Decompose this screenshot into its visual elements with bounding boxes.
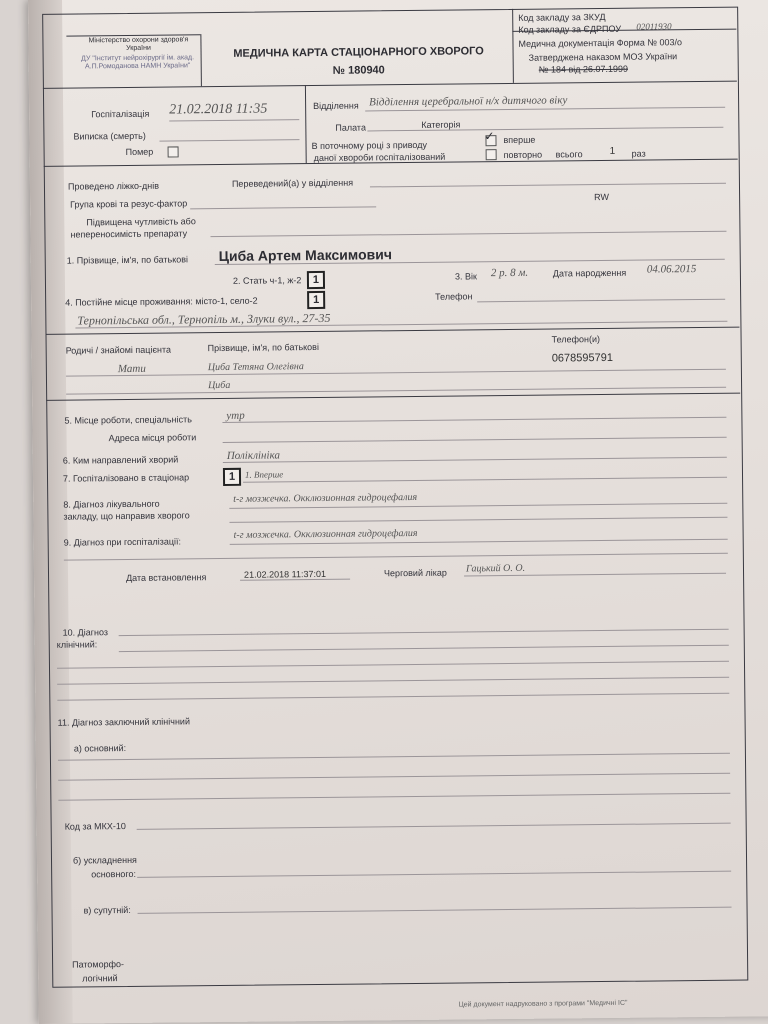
transferred-label: Переведений(а) у відділення xyxy=(231,177,354,189)
admission-diagnosis-value: t-г мозжечка. Окклюзионная гидроцефалия xyxy=(233,527,418,541)
age-value: 2 р. 8 м. xyxy=(490,266,529,280)
department-label: Відділення xyxy=(313,100,359,112)
full-name-label: 1. Прізвище, ім'я, по батькові xyxy=(66,254,189,266)
pathomorph-label-2: логічний xyxy=(82,973,118,984)
referring-diagnosis-label-2: закладу, що направив хворого xyxy=(63,510,190,522)
hospitalization-value: 21.02.2018 11:35 xyxy=(169,101,268,118)
complications-label-2: основного: xyxy=(91,868,137,880)
died-label: Помер xyxy=(125,146,154,157)
relatives-name-header: Прізвище, ім'я, по батькові xyxy=(207,341,319,354)
main-diagnosis-label: а) основний: xyxy=(73,743,127,754)
referred-label: 6. Ким направлений хворий xyxy=(62,454,179,466)
edrpou-label: Код закладу за ЄДРПОУ xyxy=(518,23,622,35)
died-checkbox[interactable] xyxy=(168,146,179,157)
sex-box: 1 xyxy=(307,271,325,289)
zkud-label: Код закладу за ЗКУД xyxy=(518,11,606,23)
hospitalized-value: 1. Вперше xyxy=(244,469,284,480)
hospitalization-label: Госпіталізація xyxy=(91,108,150,120)
total-value: 1 xyxy=(609,145,616,157)
residence-label: 4. Постійне місце проживання: місто-1, село-2 xyxy=(65,295,258,308)
bed-days-label: Проведено ліжко-днів xyxy=(67,180,160,192)
phone-label: Телефон xyxy=(435,291,473,302)
concomitant-label: в) супутній: xyxy=(83,904,131,916)
relative-name-2: Циба xyxy=(207,379,231,392)
clinical-diagnosis-label: 10. Діагноз xyxy=(62,627,109,638)
approved-label: Затверджена наказом МОЗ України xyxy=(528,51,678,63)
relative-relation: Мати xyxy=(117,362,146,376)
admission-diagnosis-label: 9. Діагноз при госпіталізації: xyxy=(63,536,182,548)
sensitivity-label-2: непереносимість препарату xyxy=(70,228,188,240)
form-number: № 180940 xyxy=(332,64,385,77)
check-mark-icon: ✓ xyxy=(484,129,495,144)
discharge-label: Виписка (смерть) xyxy=(73,130,146,142)
full-name-value: Циба Артем Максимович xyxy=(218,246,393,265)
work-address-label: Адреса місця роботи xyxy=(108,432,197,444)
doctor-value: Гацький О. О. xyxy=(465,562,526,575)
complications-label: б) ускладнення xyxy=(72,854,137,866)
dob-value: 04.06.2015 xyxy=(646,263,697,276)
blood-label: Група крові та резус-фактор xyxy=(70,198,188,210)
current-year-label: В поточному році з приводу xyxy=(311,139,427,152)
form-title: МЕДИЧНА КАРТА СТАЦІОНАРНОГО ХВОРОГО xyxy=(233,45,484,60)
sex-label: 2. Стать ч-1, ж-2 xyxy=(232,275,302,286)
hospitalized-label: 7. Госпіталізовано в стаціонар xyxy=(62,472,190,484)
age-label: 3. Вік xyxy=(454,271,477,282)
doctor-label: Черговий лікар xyxy=(383,567,447,579)
date-set-label: Дата встановлення xyxy=(126,572,207,584)
category-label: Категорія xyxy=(421,119,461,130)
relatives-label: Родичі / знайомі пацієнта xyxy=(65,344,172,356)
relative-name: Циба Тетяна Олегівна xyxy=(207,361,304,374)
total-label: всього xyxy=(555,149,583,160)
first-time-label: вперше xyxy=(503,134,536,146)
relatives-phone-header: Телефон(и) xyxy=(551,334,600,345)
times-label: раз xyxy=(631,148,646,159)
med-doc-label: Медична документація Форма № 003/о xyxy=(518,37,683,49)
clinical-diagnosis-label-2: клінічний: xyxy=(56,639,98,650)
rw-label: RW xyxy=(594,191,609,203)
residence-box: 1 xyxy=(307,291,325,309)
work-label: 5. Місце роботи, спеціальність xyxy=(64,414,192,426)
department-value: Відділення церебральної н/х дитячого віку xyxy=(369,94,568,109)
icd-label: Код за МКХ-10 xyxy=(64,821,126,832)
form-sheet xyxy=(28,0,768,1024)
address-value: Тернопільська обл., Тернопіль м., Злуки вул., 27-35 xyxy=(77,310,331,328)
dob-label: Дата народження xyxy=(552,267,627,279)
repeat-label: повторно xyxy=(503,149,543,161)
hospitalized-box: 1 xyxy=(223,468,241,486)
edrpou-value: 02011930 xyxy=(636,21,672,32)
institution-name: ДУ "Інститут нейрохірургії ім. акад. А.П.Ромоданова НАМН України" xyxy=(81,54,195,71)
final-diagnosis-label: 11. Діагноз заключний клінічний xyxy=(57,716,191,728)
referred-value: Поліклініка xyxy=(226,449,280,462)
referring-diagnosis-value: t-г мозжечка. Окклюзионная гидроцефалия xyxy=(233,491,418,505)
sensitivity-label: Підвищена чутливість або xyxy=(86,216,196,228)
footer-note: Цей документ надруковано з програми "Медичні ІС" xyxy=(458,999,628,1009)
approved-number: № 184 від 26.07.1999 xyxy=(538,63,629,75)
referring-diagnosis-label: 8. Діагноз лікувального xyxy=(63,498,160,510)
pathomorph-label: Патоморфо- xyxy=(72,959,125,970)
ministry-label: Міністерство охорони здоров'я України xyxy=(88,36,189,52)
work-value: утр xyxy=(226,409,245,422)
relative-phone: 0678595791 xyxy=(551,351,614,365)
date-set-value: 21.02.2018 11:37:01 xyxy=(243,568,327,580)
repeat-checkbox[interactable] xyxy=(486,149,497,160)
ward-label: Палата xyxy=(335,122,366,133)
current-year-label-2: даної хвороби госпіталізований xyxy=(313,151,446,164)
